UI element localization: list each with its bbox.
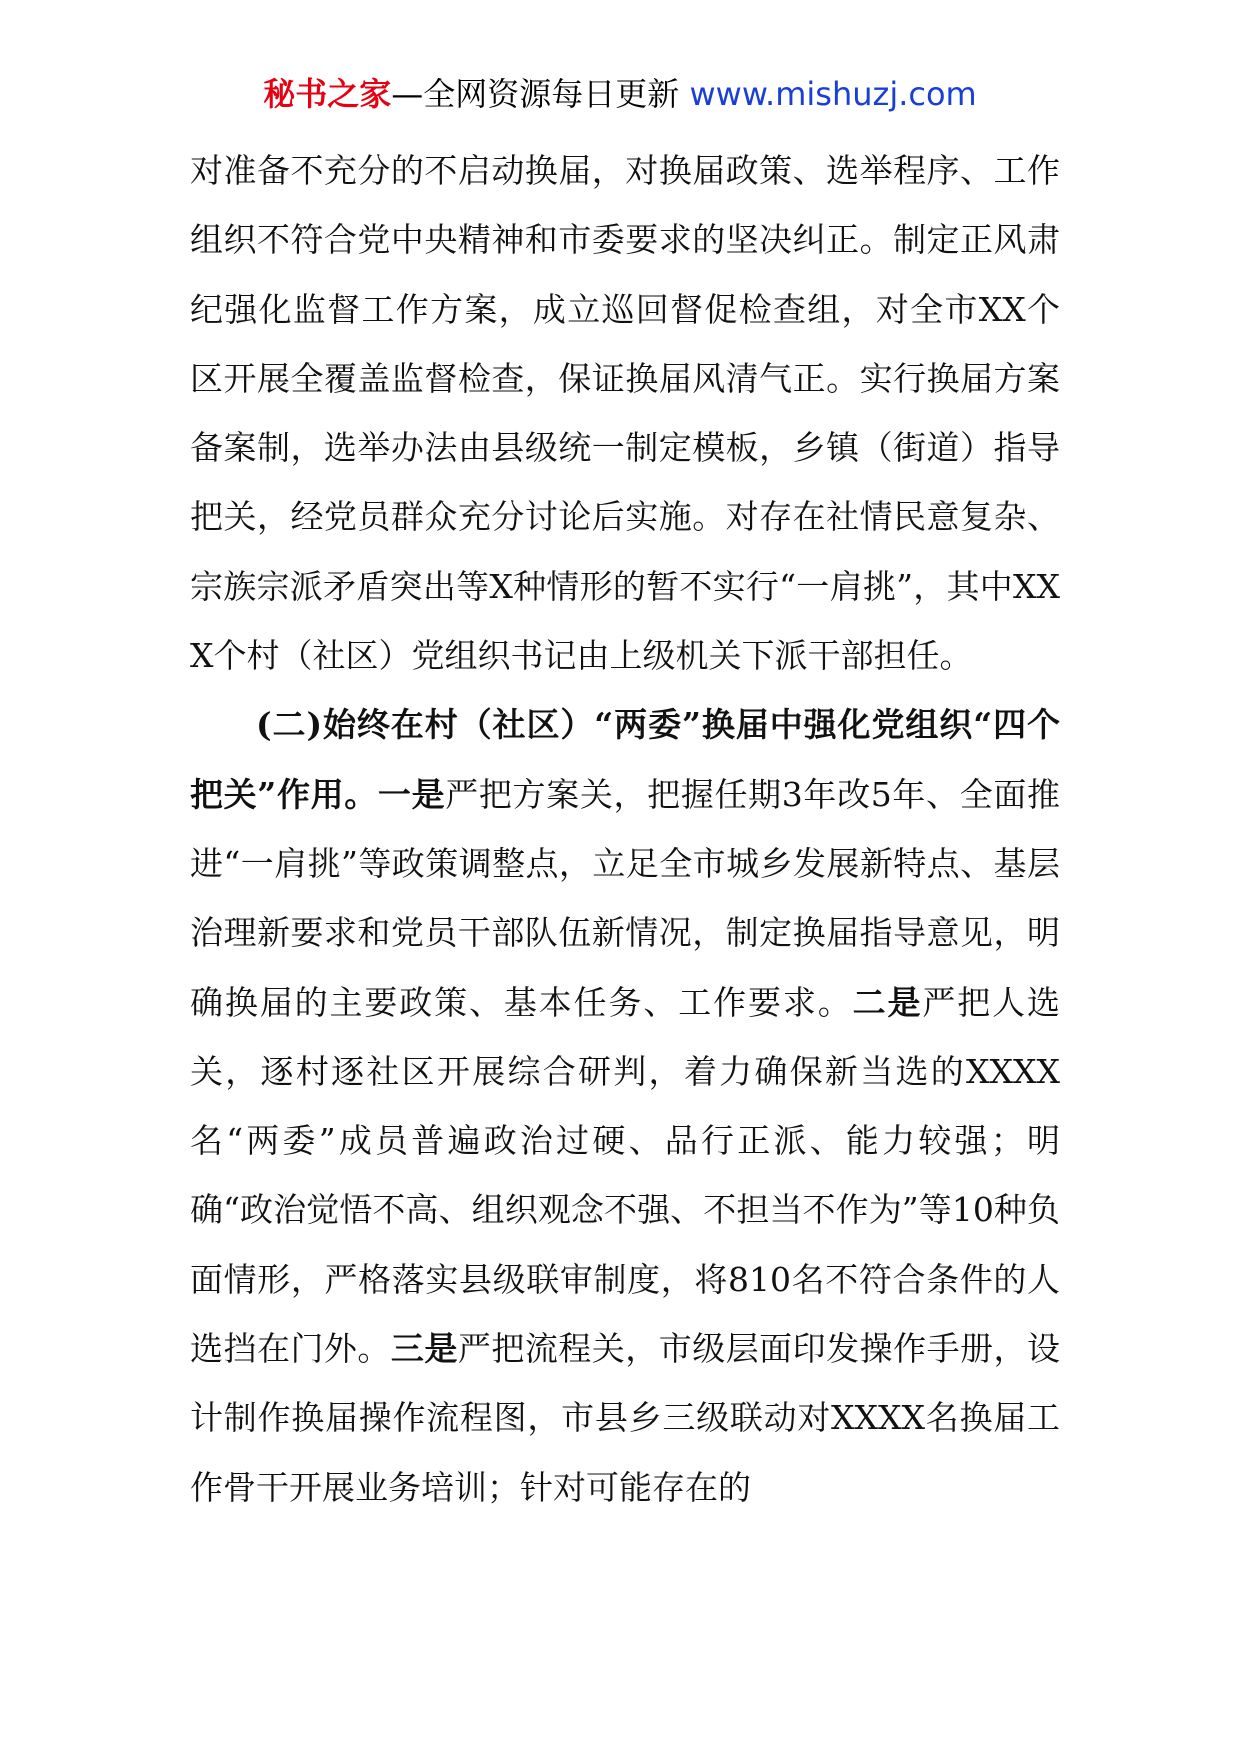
point-one-label: 一是 <box>377 774 446 814</box>
site-url-link[interactable]: www.mishuzj.com <box>689 75 977 113</box>
point-three-text: 严把流程关，市级层面印发操作手册，设计制作换届操作流程图，市县乡三级联动对XXXX名换届工作骨干开展业务培训；针对可能存在的 <box>190 1329 1061 1507</box>
paragraph-section-two <box>190 690 1060 1522</box>
site-tagline: —全网资源每日更新 <box>391 75 680 113</box>
point-two-text: 严把人选关，逐村逐社区开展综合研判，着力确保新当选的XXXX名“两委”成员普遍政治过硬、品行正派、能力较强；明确“政治觉悟不高、组织观念不强、不担当不作为”等10种负面情形，严格落实县级联审制度，将810名不符合条件的人选挡在门外。 <box>190 982 1060 1369</box>
site-header <box>0 72 1240 116</box>
section-heading: (二)始终在村（社区）“两委”换届中强化党组织“四个把关”作用。 <box>190 705 1060 814</box>
paragraph-continuation: 对准备不充分的不启动换届，对换届政策、选举程序、工作组织不符合党中央精神和市委要求的坚决纠正。制定正风肃纪强化监督工作方案，成立巡回督促检查组，对全市XX个区开展全覆盖监督检查，保证换届风清气正。实行换届方案备案制，选举办法由县级统一制定模板，乡镇（街道）指导把关，经党员群众充分讨论后实施。对存在社情民意复杂、宗族宗派矛盾突出等X种情形的暂不实行“一肩挑”，其中XXX个村（社区）党组织书记由上级机关下派干部担任。 <box>190 151 1060 676</box>
site-brand: 秘书之家 <box>263 75 392 113</box>
point-two-label: 二是 <box>852 982 923 1022</box>
point-one-text: 严把方案关，把握任期3年改5年、全面推进“一肩挑”等政策调整点，立足全市城乡发展新特点、基层治理新要求和党员干部队伍新情况，制定换届指导意见，明确换届的主要政策、基本任务、工作要求。 <box>190 774 1061 1022</box>
point-three-label: 三是 <box>390 1329 458 1369</box>
document-body <box>190 136 1060 1522</box>
